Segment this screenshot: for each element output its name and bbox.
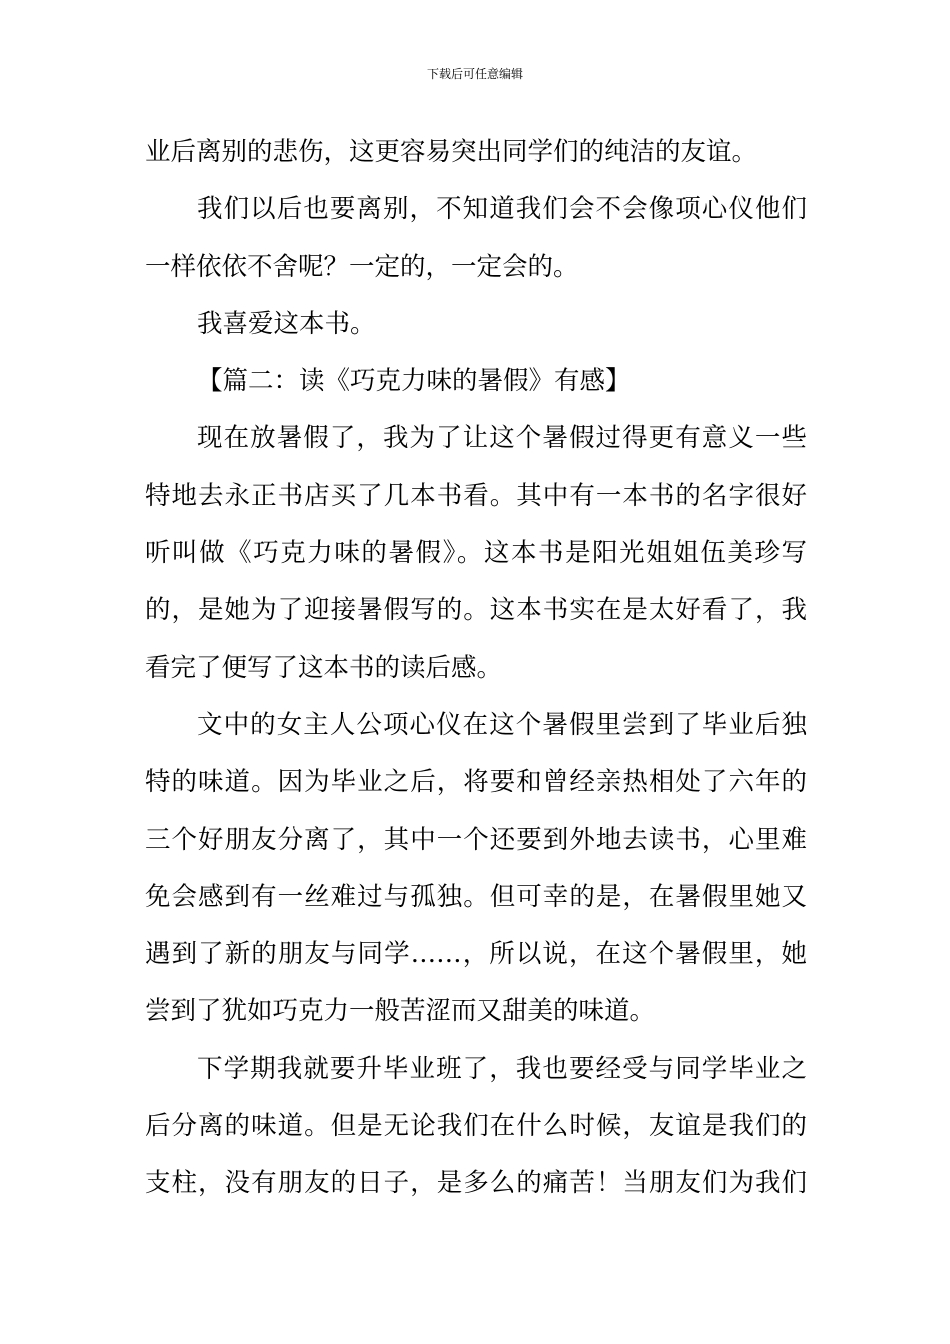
section-heading: 【篇二：读《巧克力味的暑假》有感】 bbox=[197, 366, 631, 397]
text-line: 三个好朋友分离了，其中一个还要到外地去读书，心里难 bbox=[145, 824, 807, 855]
text-line: 尝到了犹如巧克力一般苦涩而又甜美的味道。 bbox=[145, 996, 656, 1027]
text-line: 我们以后也要离别，不知道我们会不会像项心仪他们 bbox=[197, 194, 807, 225]
document-body bbox=[145, 124, 807, 1213]
text-line: 的，是她为了迎接暑假写的。这本书实在是太好看了，我 bbox=[145, 595, 807, 626]
text-line: 后分离的味道。但是无论我们在什么时候，友谊是我们的 bbox=[145, 1111, 807, 1142]
text-line: 听叫做《巧克力味的暑假》。这本书是阳光姐姐伍美珍写 bbox=[145, 538, 807, 569]
text-line: 文中的女主人公项心仪在这个暑假里尝到了毕业后独 bbox=[197, 709, 807, 740]
text-line: 我喜爱这本书。 bbox=[197, 308, 376, 339]
text-line: 特的味道。因为毕业之后，将要和曾经亲热相处了六年的 bbox=[145, 767, 807, 798]
text-line: 支柱，没有朋友的日子，是多么的痛苦！当朋友们为我们 bbox=[145, 1168, 807, 1199]
text-line: 遇到了新的朋友与同学……，所以说，在这个暑假里，她 bbox=[145, 939, 807, 970]
text-line: 看完了便写了这本书的读后感。 bbox=[145, 652, 503, 683]
page-header: 下载后可任意编辑 bbox=[426, 67, 523, 81]
text-line: 免会感到有一丝难过与孤独。但可幸的是，在暑假里她又 bbox=[145, 881, 807, 912]
text-line: 一样依依不舍呢？一定的，一定会的。 bbox=[145, 251, 579, 282]
text-line: 现在放暑假了，我为了让这个暑假过得更有意义一些 bbox=[197, 423, 807, 454]
text-line: 下学期我就要升毕业班了，我也要经受与同学毕业之 bbox=[197, 1053, 807, 1084]
text-line: 特地去永正书店买了几本书看。其中有一本书的名字很好 bbox=[145, 480, 807, 511]
text-line: 业后离别的悲伤，这更容易突出同学们的纯洁的友谊。 bbox=[145, 137, 758, 167]
